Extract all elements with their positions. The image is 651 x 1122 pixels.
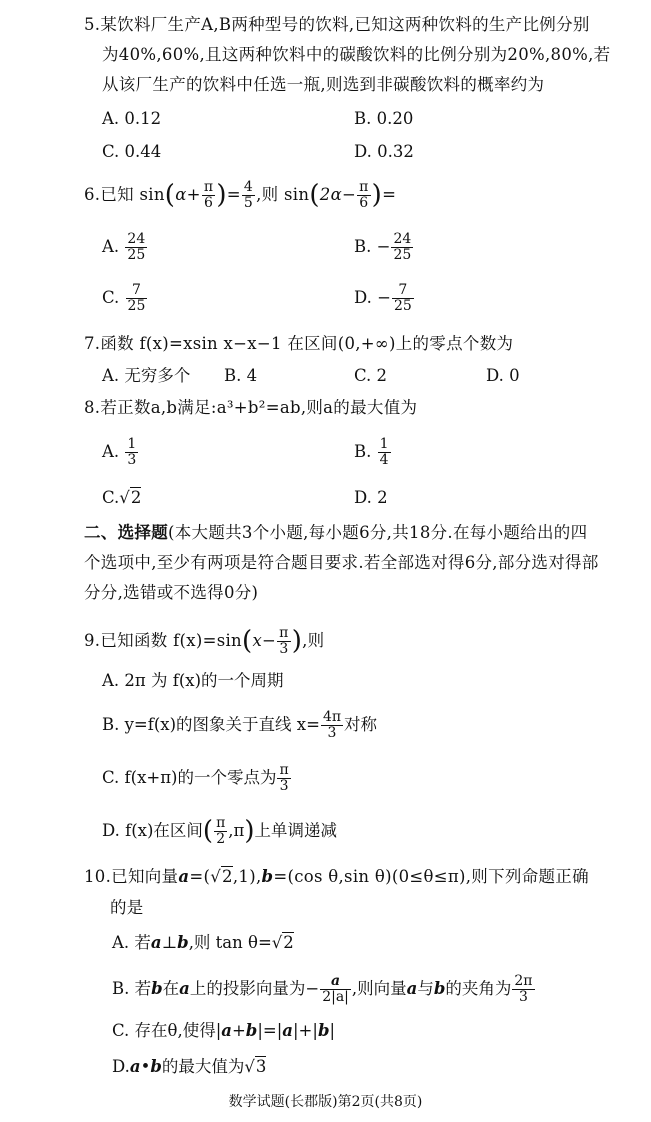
q6-option-a: A. $\frac{24}{25}$ [102,231,146,263]
q5-option-a: A. 0.12 [102,109,162,128]
q10-line1: 10.已知向量a=(√2,1),b=(cos θ,sin θ)(0≤θ≤π),则下列命题正确 [84,867,589,886]
q6-option-d: D. − $\frac{7}{25}$ [354,282,412,314]
q6-option-c: C. $\frac{7}{25}$ [102,282,146,314]
q10-option-d: D.a•b的最大值为√3 [112,1057,267,1076]
q5-option-d: D. 0.32 [354,142,414,161]
q6-four-fifths: $\frac{4}{5}$ [243,179,254,211]
q10-option-b: B. 若b在a上的投影向量为− $\frac{a}{2|a|}$ ,则向量a与b的夹角为 $\frac{2\pi}{3}$ [112,973,533,1005]
q7-option-b: B. 4 [224,366,258,385]
q7-option-a: A. 无穷多个 [102,366,191,385]
q8-option-b: B. $\frac{1}{4}$ [354,436,389,468]
q6-pi-over-6: $\frac{\pi}{6}$ [203,179,214,211]
q6-pi-over-6-b: $\frac{\pi}{6}$ [359,179,369,211]
q10-line2: 的是 [110,898,144,917]
q5-option-c: C. 0.44 [102,142,162,161]
q6-stem: 6.已知 sin(α+ $\frac{\pi}{6}$ )= $\frac{4}{5}$ ,则 sin(2α− $\frac{\pi}{6}$ )= [84,179,397,211]
q6-prefix: 6.已知 sin [84,185,165,204]
section2-title: 二、选择题 [84,523,168,542]
q5-line1: 5.某饮料厂生产A,B两种型号的饮料,已知这两种饮料的生产比例分别 [84,15,590,34]
q10-option-c: C. 存在θ,使得|a+b|=|a|+|b| [112,1021,336,1040]
q9-stem: 9.已知函数 f(x)=sin(x− $\frac{\pi}{3}$ ),则 [84,625,325,657]
q5-line2: 为40%,60%,且这两种饮料中的碳酸饮料的比例分别为20%,80%,若 [102,45,611,64]
q8-stem: 8.若正数a,b满足:a³+b²=ab,则a的最大值为 [84,398,418,417]
q7-stem: 7.函数 f(x)=xsin x−x−1 在区间(0,+∞)上的零点个数为 [84,334,514,353]
section2-line1: 二、选择题(本大题共3个小题,每小题6分,共18分.在每小题给出的四 [84,523,588,542]
section2-line2: 个选项中,至少有两项是符合题目要求.若全部选对得6分,部分选对得部 [84,553,599,572]
q9-option-c: C. f(x+π)的一个零点为 $\frac{\pi}{3}$ [102,762,289,794]
q8-option-a: A. $\frac{1}{3}$ [102,436,137,468]
section2-line3: 分分,选错或不选得0分) [84,583,259,602]
q5-line3: 从该厂生产的饮料中任选一瓶,则选到非碳酸饮料的概率约为 [102,75,545,94]
q10-option-a: A. 若a⊥b,则 tan θ=√2 [112,933,294,952]
q6-option-b: B. − $\frac{24}{25}$ [354,231,412,263]
q8-option-c: C.√2 [102,488,142,507]
q9-option-a: A. 2π 为 f(x)的一个周期 [102,671,284,690]
q9-option-b: B. y=f(x)的图象关于直线 x= $\frac{4\pi}{3}$ 对称 [102,709,378,741]
q9-option-d: D. f(x)在区间( $\frac{\pi}{2}$ ,π)上单调递减 [102,815,338,847]
q8-option-d: D. 2 [354,488,388,507]
q7-option-c: C. 2 [354,366,388,385]
q7-option-d: D. 0 [486,366,520,385]
page-footer: 数学试题(长郡版)第2页(共8页) [228,1094,423,1110]
q5-option-b: B. 0.20 [354,109,414,128]
